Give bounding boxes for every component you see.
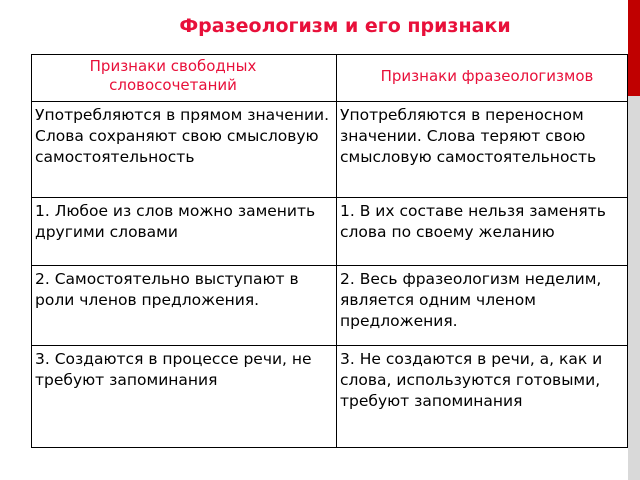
table-row	[32, 102, 628, 198]
cell-free-definition: Употребляются в прямом значении. Слова сохраняют свою смысловую самостоятельность	[32, 102, 337, 198]
cell-phraseologism-item-2: 2. Весь фразеологизм неделим, является одним членом предложения.	[337, 266, 628, 346]
header-phraseologisms: Признаки фразеологизмов	[337, 55, 628, 102]
comparison-table	[31, 54, 628, 448]
cell-phraseologism-definition: Употребляются в переносном значении. Слова теряют свою смысловую самостоятельность	[337, 102, 628, 198]
table-row	[32, 346, 628, 448]
cell-free-item-1: 1. Любое из слов можно заменить другими словами	[32, 198, 337, 266]
cell-free-item-2: 2. Самостоятельно выступают в роли членов предложения.	[32, 266, 337, 346]
page-title: Фразеологизм и его признаки	[179, 15, 511, 37]
cell-phraseologism-item-3: 3. Не создаются в речи, а, как и слова, используются готовыми, требуют запоминания	[337, 346, 628, 448]
cell-phraseologism-item-1: 1. В их составе нельзя заменять слова по своему желанию	[337, 198, 628, 266]
table-row	[32, 198, 628, 266]
header-free-combinations: Признаки свободных словосочетаний	[32, 55, 337, 102]
table-header-row	[32, 55, 628, 102]
cell-free-item-3: 3. Создаются в процессе речи, не требуют запоминания	[32, 346, 337, 448]
table-row	[32, 266, 628, 346]
